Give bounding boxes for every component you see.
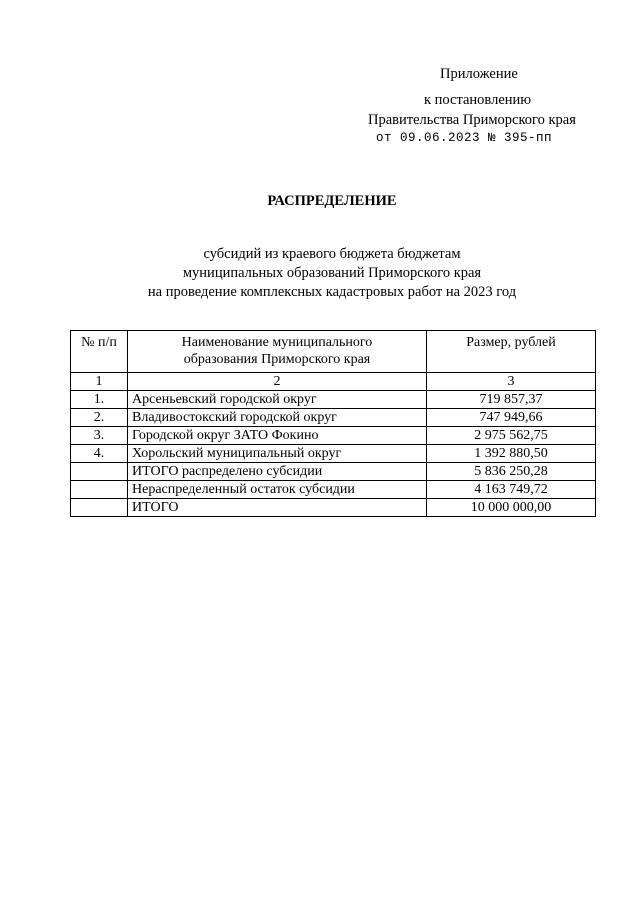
- row-name: Арсеньевский городской округ: [128, 391, 427, 409]
- row-sum: 4 163 749,72: [427, 481, 596, 499]
- header-name: [128, 331, 427, 373]
- table-row: [71, 445, 596, 463]
- subtitle-line: субсидий из краевого бюджета бюджетам: [203, 246, 461, 262]
- table-row: [71, 481, 596, 499]
- row-num: [71, 463, 128, 481]
- row-name: ИТОГО распределено субсидии: [128, 463, 427, 481]
- row-sum: 2 975 562,75: [427, 427, 596, 445]
- appendix-block: [360, 64, 600, 146]
- table-row: [71, 391, 596, 409]
- row-num: 4.: [71, 445, 128, 463]
- row-name: Хорольский муниципальный округ: [128, 445, 427, 463]
- row-num: [71, 481, 128, 499]
- row-num: 3.: [71, 427, 128, 445]
- row-num: 2.: [71, 409, 128, 427]
- document-subtitle: [0, 245, 640, 302]
- row-sum: 1 392 880,50: [427, 445, 596, 463]
- table-row: [71, 427, 596, 445]
- table-header-row: [71, 331, 596, 373]
- column-index-row: [71, 373, 596, 391]
- subtitle-line: муниципальных образований Приморского края: [182, 265, 482, 281]
- appendix-date-number: от 09.06.2023 № 395-пп: [376, 131, 553, 145]
- header-num: № п/п: [71, 331, 128, 373]
- row-sum: 5 836 250,28: [427, 463, 596, 481]
- table-row: [71, 499, 596, 517]
- col-index-cell: 1: [71, 373, 128, 391]
- row-name: Владивостокский городской округ: [128, 409, 427, 427]
- row-sum: 719 857,37: [427, 391, 596, 409]
- subtitle-line: на проведение комплексных кадастровых работ на 2023 год: [147, 284, 517, 300]
- appendix-resolution: к постановлению: [424, 92, 532, 108]
- distribution-table: [70, 330, 596, 517]
- row-num: 1.: [71, 391, 128, 409]
- row-name: Городской округ ЗАТО Фокино: [128, 427, 427, 445]
- col-index-cell: 3: [427, 373, 596, 391]
- table-row: [71, 409, 596, 427]
- header-name-line: образования Приморского края: [183, 352, 371, 367]
- row-num: [71, 499, 128, 517]
- col-index-cell: 2: [128, 373, 427, 391]
- header-sum: Размер, рублей: [427, 331, 596, 373]
- table-row: [71, 463, 596, 481]
- header-name-line: Наименование муниципального: [181, 335, 373, 350]
- document-heading: РАСПРЕДЕЛЕНИЕ: [267, 193, 397, 209]
- appendix-title: Приложение: [440, 66, 518, 82]
- row-name: Нераспределенный остаток субсидии: [128, 481, 427, 499]
- row-sum: 747 949,66: [427, 409, 596, 427]
- row-name: ИТОГО: [128, 499, 427, 517]
- appendix-government: Правительства Приморского края: [368, 112, 576, 128]
- row-sum: 10 000 000,00: [427, 499, 596, 517]
